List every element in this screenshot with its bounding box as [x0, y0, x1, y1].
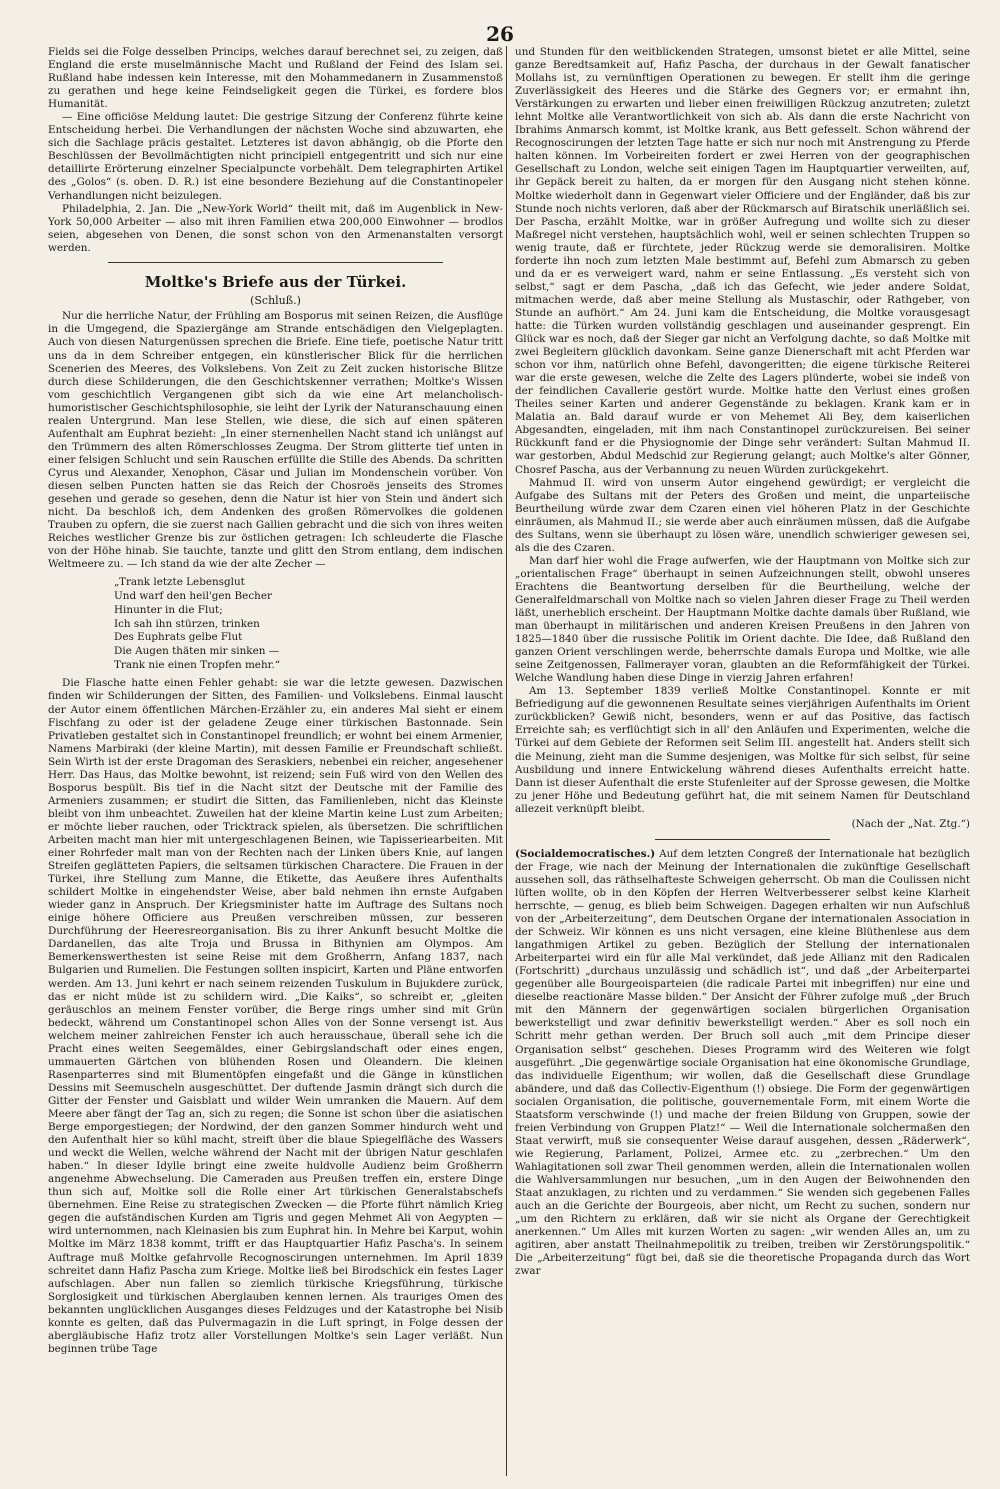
right-column [515, 46, 970, 1476]
poem-line: Des Euphrats gelbe Flut [114, 631, 243, 644]
poem-line: Die Augen thäten mir sinken — [114, 644, 280, 657]
poem-line: Ich sah ihn stürzen, trinken [114, 617, 260, 630]
source-note: (Nach der „Nat. Ztg.“) [851, 817, 970, 830]
news-paragraph: — Eine officiöse Meldung lautet: Die gestrige Sitzung der Conferenz führte keine Entscheidung herbei. Die Verhandlungen der nächsten Woche sind abzuwarten, ehe sich die Sachlage präcis gestaltet. Letzteres ist davon abhängig, ob die Pforte den Beschlüssen der Bevollmächtigten nicht principiell entgegentritt und sich nur eine detaillirte Erörterung einzelner Specialpuncte vorbehält. Dem telegraphirten Artikel des „Golos“ (s. oben. D. R.) ist eine besondere Beziehung auf die Constantinopeler Verhandlungen nicht beizulegen. [48, 111, 503, 202]
article-title: Moltke's Briefe aus der Türkei. [144, 272, 407, 291]
section-divider [108, 262, 443, 263]
section-divider [655, 839, 830, 840]
page-number: 26 [486, 22, 514, 46]
article-paragraph: Man darf hier wohl die Frage aufwerfen, wie der Hauptmann von Moltke sich zur „orientalischen Frage“ überhaupt in seinen Aufzeichnungen stellt, obwohl unseres Erachtens die Beantwortung derselben für die Beurtheilung, welche der Generalfeldmarschall von Moltke nach so vielen Jahren dieser Frage zu Theil werden läßt, unerheblich erscheint. Der Hauptmann Moltke dachte damals über Rußland, wie man überhaupt in militärischen und anderen Kreisen Preußens in den Jahren von 1825—1840 über die russische Politik im Orient dachte. Die Idee, daß Rußland den ganzen Orient verschlingen werde, beherrschte damals Europa und Moltke, wie alle seine Zeitgenossen, Fallmerayer voran, glaubten an die Reformfähigkeit der Türkei. Welche Wandlung haben diese Dinge in vierzig Jahren erfahren! [515, 554, 970, 685]
poem-line: Hinunter in die Flut; [114, 603, 223, 616]
left-column [48, 46, 503, 1476]
poem-line: Trank nie einen Tropfen mehr.“ [114, 658, 281, 671]
article-paragraph: und Stunden für den weitblickenden Strategen, umsonst bietet er alle Mittel, seine ganze Beredtsamkeit auf, Hafiz Pascha, der durchaus in der Gewalt fanatischer Mollahs ist, zu vernünftigen Operationen zu bewegen. Er stellt ihm die geringe Zuverlässigkeit des Heeres und die Stärke des Gegners vor; er ermahnt ihn, Verstärkungen zu erwarten und lieber einen freiwilligen Rückzug anzutreten; zuletzt lehnt Moltke alle Verantwortlichkeit von sich ab. Als dann die erste Nachricht von Ibrahims Anmarsch kommt, ist Moltke krank, aus Bett gefesselt. Schon während der Recognoscirungen der letzten Tage hatte er sich nur noch mit Anstrengung zu Pferde halten können. Im Vorbeireiten fordert er zwei Herren von der geographischen Gesellschaft zu London, welche seit einigen Tagen im Hauptquartier verweilten, auf, ihr Gepäck bereit zu halten, da er morgen für den Ausgang nicht stehen könne. Moltke wiederholt dann in Gegenwart vieler Officiere und der Engländer, daß bis zur Stunde noch nichts verloren, daß aber der Rückmarsch auf Biratschik unerläßlich sei. Der Pascha, erzählt Moltke, war in größer Aufregung und wollte sich zu dieser Maßregel nicht verstehen, hauptsächlich wohl, weil er seinen schlechten Truppen so wenig traute, daß er fürchtete, jeder Rückzug werde sie demoralisiren. Moltke forderte ihn noch zum letzten Male bestimmt auf, Befehl zum Abmarsch zu geben und da er es verweigert ward, nahm er seine Entlassung. „Es versteht sich von selbst,“ sagt er dem Pascha, „daß ich das Gefecht, wie jeder andere Soldat, mitmachen werde, daß aber meine Stellung als Mustaschir, oder Rathgeber, von Stunde an aufhört.“ Am 24. Juni kam die Entscheidung, die Moltke vorausgesagt hatte: die Türken wurden vollständig geschlagen und auseinander gesprengt. Ein Glück war es noch, daß der Sieger gar nicht an Verfolgung dachte, so daß Moltke mit zwei Begleitern glücklich davonkam. Seine ganze Dienerschaft mit acht Pferden war schon vor ihm, natürlich ohne Befehl, davongeritten; die eigene türkische Reiterei war die erste gewesen, welche die Zelte des Lagers plünderte, wobei sie indeß von der feindlichen Cavallerie gestört wurde. Moltke hatte den Verlust eines großen Theiles seiner Karten und anderer Gegenstände zu beklagen. Krank kam er in Malatia an. Bald darauf wurde er von Mehemet Ali Bey, dem kaiserlichen Abgesandten, eingeladen, mit ihm nach Constantinopel zurückzureisen. Bei seiner Rückkunft fand er die Physiognomie der Dinge sehr verändert: Sultan Mahmud II. war gestorben, Abdul Medschid zur Regierung gelangt; auch Moltke's alter Gönner, Chosref Pascha, aus der Verbannung zu neuen Würden zurückgekehrt. [515, 46, 970, 476]
article-paragraph: Am 13. September 1839 verließ Moltke Constantinopel. Konnte er mit Befriedigung auf die gewonnenen Resultate seines vierjährigen Aufenthalts im Orient zurückblicken? Gewiß nicht, besonders, wenn er auf das Positive, das factisch Erreichte sah; es verflüchtigt sich in all' den Anläufen und Experimenten, welche die Türkei auf dem Gebiete der Reformen seit Selim III. angestellt hat. Anders stellt sich die Meinung, zieht man die Summe desjenigen, was Moltke für sich selbst, für seine Ausbildung und innere Entwickelung während dieses Aufenthalts erreicht hatte. Dann ist dieser Aufenthalt die erste Stufenleiter auf der Sprosse gewesen, die Moltke zu jener Höhe und Bedeutung geführt hat, die mit seinem Namen für Deutschland allezeit verknüpft bleibt. [515, 685, 970, 815]
poem-line: „Trank letzte Lebensglut [114, 576, 245, 589]
article-subtitle: (Schluß.) [250, 293, 301, 307]
article-paragraph: Mahmud II. wird von unserm Autor eingehend gewürdigt; er vergleicht die Aufgabe des Sultans mit der Peters des Großen und meint, die unparteiische Beurtheilung würde zwar dem Czaren einen viel höheren Platz in der Geschichte einräumen, als Mahmud II.; sie werde aber auch einräumen müssen, daß die Aufgabe des Sultans, wenn sie überhaupt zu lösen wäre, unendlich schwieriger gewesen sei, als die des Czaren. [515, 476, 970, 554]
social-text: Auf dem letzten Congreß der Internationale hat bezüglich der Frage, wie nach der Meinung der Internationalen die zukünftige Gesellschaft aussehen soll, das räthselhafteste Schweigen geherrscht. Ob man die Coulissen nicht lüften wollte, ob in den Köpfen der Herren Weltverbesserer selbst keine Klarheit herrschte, — genug, es blieb beim Schweigen. Dagegen erhalten wir nun Aufschluß von der „Arbeiterzeitung“, dem Deutschen Organe der internationalen Association in der Schweiz. Wir können es uns nicht versagen, eine kleine Blüthenlese aus dem langathmigen Artikel zu geben. Bezüglich der Stellung der internationalen Arbeiterpartei wird ein für alle Mal verkündet, daß jede Allianz mit den Radicalen (Fortschritt) „durchaus unzulässig und schädlich ist“, und daß „der Arbeiterpartei gegenüber alle Bourgeoisparteien (die radicale Partei mit inbegriffen) nur eine und dieselbe reactionäre Masse bilden.“ Der Ansicht der Führer zufolge muß „der Bruch mit den Männern der gegenwärtigen socialen bürgerlichen Organisation bewerkstelligt und zwar definitiv bewerkstelligt werden.“ Aber es soll noch ein Schritt mehr gethan werden. Der Bruch soll auch „mit dem Principe dieser Organisation selbst“ geschehen. Dieses Programm wird des Weiteren wie folgt ausgeführt. „Die gegenwärtige sociale Organisation hat eine ökonomische Grundlage, das individuelle Eigenthum; wir wollen, daß die Gesellschaft diese Grundlage abändere, und daß das Collectiv-Eigenthum (!) obsiege. Die Form der gegenwärtigen socialen Organisation, die politische, gouvernementale Form, mit einem Worte die Staatsform verschwinde (!) und mache der freien Bildung von Gruppen, sowie der freien Verbindung von Gruppen Platz!“ — Weil die Internationale solchermaßen den Staat verwirft, muß sie consequenter Weise darauf ausgehen, dessen „Räderwerk“, wie Regierung, Parlament, Polizei, Armee etc. zu „zerbrechen.“ Um den Wahlagitationen soll zwar Theil genommen werden, allein die Internationalen wollen die Wahlversammlungen nur besuchen, „um in den Augen der Beiwohnenden den Staat anzuklagen, zu richten und zu verdammen.“ Sie wenden sich gegebenen Falles auch an die Gerichte der Bourgeois, aber nicht, um Recht zu suchen, sondern nur „um den Richtern zu erklären, daß wir sie nicht als Organe der Gerechtigkeit anerkennen.“ Um Alles mit kurzen Worten zu sagen: „wir wenden Alles an, um zu agitiren, aber anstatt Theilnahmepolitik zu treiben, treiben wir Zerstörungspolitik.“ Die „Arbeiterzeitung“ fügt bei, daß sie die theoretische Propaganda durch das Wort zwar [515, 847, 970, 1278]
article-paragraph: Die Flasche hatte einen Fehler gehabt: sie war die letzte gewesen. Dazwischen finden wir Schilderungen der Sitten, des Familien- und Volkslebens. Einmal lauscht der Autor einem öffentlichen Märchen-Erzähler zu, ein anderes Mal sieht er einem Fischfang zu oder ist der geladene Zeuge einer türkischen Bastonnade. Sein Privatleben gestaltet sich in Constantinopel freundlich; er wohnt bei einem Armenier, Namens Marbiraki (der kleine Martin), mit dessen Familie er Freundschaft schließt. Sein Wirth ist der erste Dragoman des Seraskiers, nebenbei ein reicher, angesehener Herr. Das Haus, das Moltke bewohnt, ist reizend; sein Fuß wird von den Wellen des Bosporus bespült. Bis tief in die Nacht sitzt der Deutsche mit der Familie des Armeniers zusammen; er studirt die Sitten, das Familienleben, nicht das Kleinste bleibt von ihm unbeachtet. Zuweilen hat der kleine Martin keine Lust zum Arbeiten; er möchte lieber rauchen, oder Tricktrack spielen, als übersetzen. Die schriftlichen Arbeiten macht man hier mit untergeschlagenen Beinen, wie Tapisseriearbeiten. Mit einer Rohrfeder malt man von der Rechten nach der Linken übers Knie, auf langen Streifen geglätteten Papiers, die seltsamen türkischen Charactere. Die Frauen in der Türkei, ihre Stellung zum Manne, die Etikette, das Aeußere ihres Aufenthalts schildert Moltke in eingehendster Weise, aber bald nehmen ihn ernste Aufgaben wieder ganz in Anspruch. Der Kriegsminister hatte im Auftrage des Sultans noch einige höhere Officiere aus Preußen verschreiben müssen, zur besseren Durchführung der Heeresreorganisation. Bis zu ihrer Ankunft besucht Moltke die Dardanellen, das alte Troja und Brussa in Bithynien am Olympos. Am Bemerkenswerthesten ist seine Reise mit dem Großherrn, Anfang 1837, nach Bulgarien und Rumelien. Die Festungen sollten inspicirt, Karten und Pläne entworfen werden. Am 13. Juni kehrt er nach seinem reizenden Tuskulum in Bujukdere zurück, das er nicht müde ist zu schildern wird. „Die Kaiks“, so schreibt er, „gleiten geräuschlos an meinem Fenster vorüber, die Berge rings umher sind mit Grün bedeckt, während um Constantinopel schon Alles von der Sonne versengt ist. Aus welchem meiner zahlreichen Fenster ich auch herausschaue, überall sehe ich die Pracht eines weiten Seegemäldes, einer Gebirgslandschaft oder eines engen, ummauerten Gärtchen von blühenden Rosen und Oleandern. Die kleinen Rasenparterres sind mit Blumentöpfen eingefaßt und die Gänge in künstlichen Dessins mit Seemuscheln ausgeschüttet. Der duftende Jasmin drängt sich durch die Gitter der Fenster und Gaisblatt und wilder Wein umranken die Mauern. Auf dem Meere aber fängt der Tag an, sich zu regen; die Sonne ist schon über die asiatischen Berge emporgestiegen; der Nordwind, der den ganzen Sommer hindurch weht und den Aufenthalt hier so kühl macht, streift über die blaue Spiegelfläche des Wassers und weckt die Wellen, welche während der Nacht mit der übrigen Natur geschlafen haben.“ In dieser Idylle bringt eine zweite huldvolle Audienz beim Großherrn angenehme Abwechselung. Die Cameraden aus Preußen treffen ein, erstere Dinge thun sich auf, Moltke soll die Rolle einer Art türkischen Generalstabschefs übernehmen. Eine Reise zu strategischen Zwecken — die Pforte führt nämlich Krieg gegen die aufständischen Kurden am Tigris und gegen Mehmet Ali von Aegypten — wird unternommen, nach Kleinasien bis zum Euphrat hin. In Mehre bei Karput, wohin Moltke im März 1838 kommt, trifft er das Hauptquartier Hafiz Pascha's. In seinem Auftrage muß Moltke gefahrvolle Recognoscirungen unternehmen. Im April 1839 schreitet dann Hafiz Pascha zum Kriege. Moltke ließ bei Birodschick ein festes Lager aufschlagen. Aber nun fallen so ziemlich türkische Kriegsführung, türkische Sorglosigkeit und türkischen Aberglauben kennen lernen. Als trauriges Omen des bekannten unglücklichen Ausganges dieses Feldzuges und der Katastrophe bei Nisib konnte es gelten, daß das Pulvermagazin in die Luft springt, in Folge dessen der abergläubische Hafiz trotz aller Vorstellungen Moltke's sein Lager verläßt. Nun beginnen trübe Tage [48, 677, 503, 1355]
poem-line: Und warf den heil'gen Becher [114, 590, 272, 603]
poem [114, 576, 503, 672]
column-divider [506, 46, 507, 1476]
social-paragraph [515, 848, 970, 1279]
article-paragraph: Nur die herrliche Natur, der Frühling am Bosporus mit seinen Reizen, die Ausflüge in die Umgegend, die Spaziergänge am Strande entschädigen den Vielgeplagten. Auch von diesen Naturgenüssen sprechen die Briefe. Eine tiefe, poetische Natur tritt uns da in dem Schreiber entgegen, ein künstlerischer Blick für die herrlichen Scenerien des Meeres, des Volkslebens. Von Zeit zu Zeit zucken historische Blitze durch diese Schilderungen, die den Geschichtskenner verrathen; Moltke's Wissen vom geschichtlich Vergangenen gibt sich da wie eine Art melancholisch-humoristischer Geschichtsphilosophie, sie leiht der Lyrik der Naturanschauung einen realen Untergrund. Man lese Stellen, wie diese, die sich auf einen späteren Aufenthalt am Euphrat bezieht: „In einer sternenhellen Nacht stand ich unlängst auf den Trümmern des alten Römerschlosses Zeugma. Der Strom glitterte tief unten in einer felsigen Schlucht und sein Rauschen erfüllte die Stille des Abends. Da schritten Cyrus und Alexander, Xenophon, Cäsar und Julian im Mondenschein vorüber. Von diesen selben Puncten hatten sie das Reich der Chosroës jenseits des Stromes gesehen und gerade so gesehen, denn die Natur ist hier von Stein und ändert sich nicht. Da beschloß ich, dem Andenken des großen Römervolkes die goldenen Trauben zu opfern, die sie zuerst nach Gallien gebracht und die sich von ihres weiten Reiches westlicher Grenze bis zur östlichen getragen: Ich schleuderte die Flasche von der Höhe hinab. Sie tauchte, tanzte und glitt den Strom entlang, dem indischen Weltmeere zu. — Ich stand da wie der alte Zecher — [48, 310, 503, 571]
news-paragraph: Fields sei die Folge desselben Princips, welches darauf berechnet sei, zu zeigen, daß England die erste muselmännische Macht und Rußland der Feind des Islam sei. Rußland habe indessen kein Interesse, mit den Mohammedanern in Zusammenstoß zu gerathen und hege keine Feindseligkeit gegen die Türkei, es fordere blos Humanität. [48, 46, 503, 111]
social-heading: (Socialdemocratisches.) [515, 847, 656, 860]
news-paragraph: Philadelphia, 2. Jan. Die „New-York World“ theilt mit, daß im Augenblick in New-York 50,000 Arbeiter — also mit ihren Familien etwa 200,000 Einwohner — brodlos seien, abgesehen von Denen, die sonst schon von den Armenanstalten versorgt werden. [48, 202, 503, 254]
